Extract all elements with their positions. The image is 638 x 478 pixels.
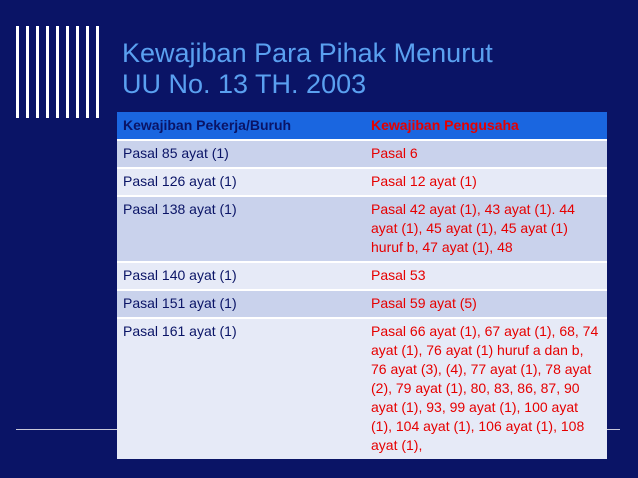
cell-pekerja: Pasal 151 ayat (1) [117,290,365,318]
column-header-pekerja: Kewajiban Pekerja/Buruh [117,112,365,140]
table-row [117,168,607,196]
obligations-table [117,112,607,459]
cell-pekerja: Pasal 126 ayat (1) [117,168,365,196]
table-header-row [117,112,607,140]
table-row [117,140,607,168]
cell-pekerja: Pasal 161 ayat (1) [117,318,365,459]
cell-pengusaha: Pasal 59 ayat (5) [365,290,607,318]
cell-pengusaha: Pasal 66 ayat (1), 67 ayat (1), 68, 74 ayat (1), 76 ayat (1) huruf a dan b, 76 ayat (3), (4), 77 ayat (1), 78 ayat (2), 79 ayat (1), 80, 83, 86, 87, 90 ayat (1), 93, 99 ayat (1), 100 ayat (1), 104 ayat (1), 106 ayat (1), 108 ayat (1), [365,318,607,459]
cell-pekerja: Pasal 85 ayat (1) [117,140,365,168]
slide-title [122,38,493,100]
cell-pekerja: Pasal 138 ayat (1) [117,196,365,262]
column-header-pengusaha: Kewajiban Pengusaha [365,112,607,140]
cell-pengusaha: Pasal 53 [365,262,607,290]
decorative-bars [16,26,106,118]
table-row [117,262,607,290]
cell-pekerja: Pasal 140 ayat (1) [117,262,365,290]
table-row [117,196,607,262]
slide-title-line2: UU No. 13 TH. 2003 [122,69,367,99]
cell-pengusaha: Pasal 12 ayat (1) [365,168,607,196]
table-row [117,318,607,459]
table-row [117,290,607,318]
cell-pengusaha: Pasal 6 [365,140,607,168]
cell-pengusaha: Pasal 42 ayat (1), 43 ayat (1). 44 ayat (1), 45 ayat (1), 45 ayat (1) huruf b, 47 ayat (1), 48 [365,196,607,262]
slide-title-line1: Kewajiban Para Pihak Menurut [122,38,493,68]
